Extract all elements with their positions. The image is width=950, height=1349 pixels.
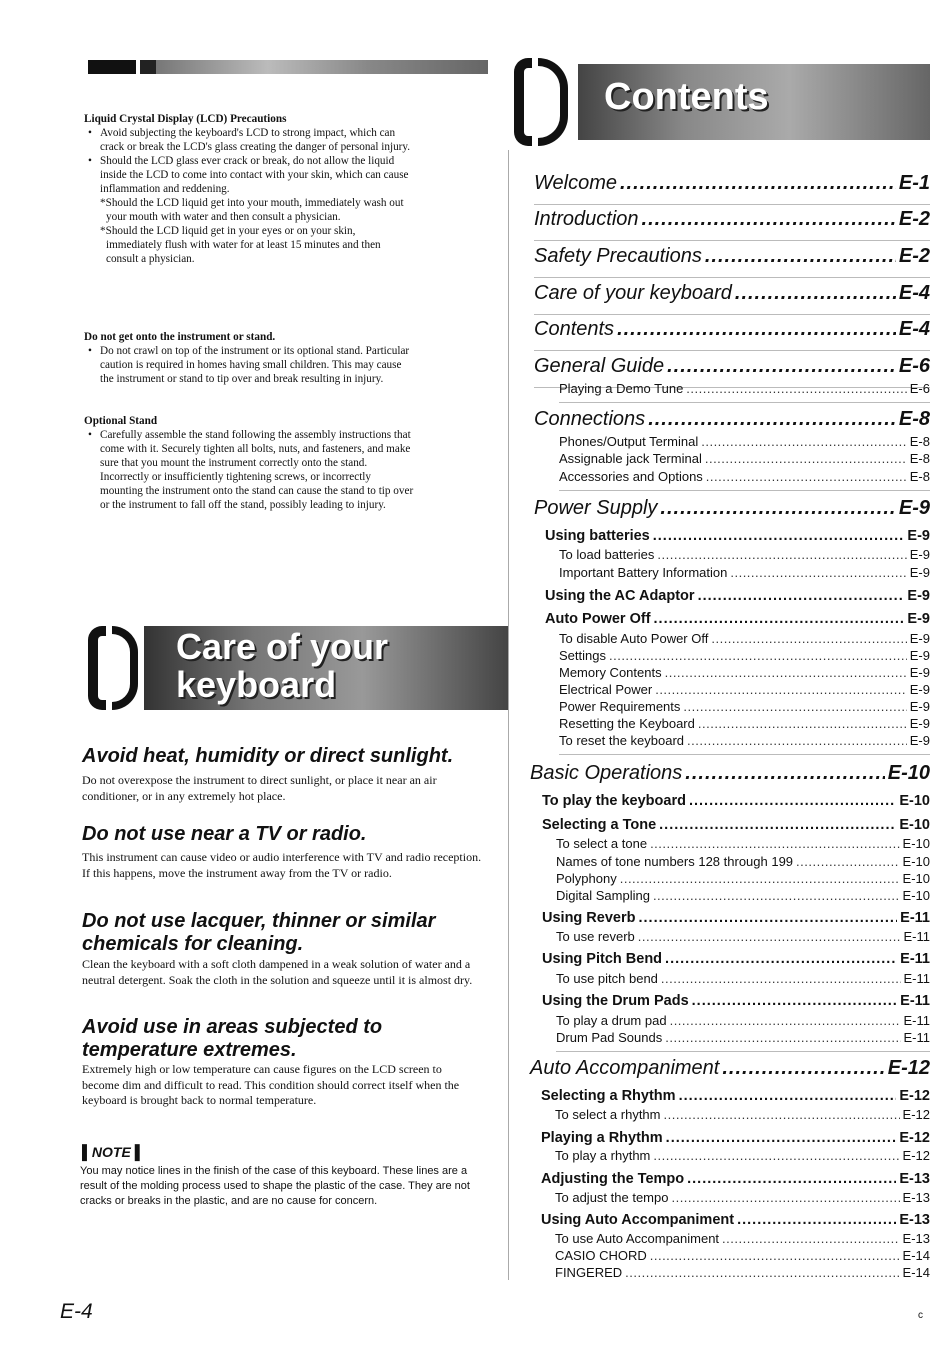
toc-entry-label: Using the Drum Pads [542, 993, 689, 1009]
toc-entry-label: Electrical Power [559, 682, 653, 697]
toc-entry-label: Names of tone numbers 128 through 199 [556, 854, 794, 869]
toc-entry[interactable] [541, 1212, 930, 1228]
toc-entry-label: To play a drum pad [556, 1013, 667, 1028]
toc-entry-page: E-9 [907, 528, 930, 544]
toc-leader [666, 1130, 897, 1146]
toc-entry-page: E-1 [898, 172, 930, 194]
toc-entry[interactable] [556, 836, 930, 851]
optional-heading: Optional Stand [84, 415, 158, 427]
toc-entry-label: To use pitch bend [556, 971, 658, 986]
toc-entry-page: E-10 [902, 871, 930, 886]
toc-entry[interactable] [559, 716, 930, 731]
toc-entry-label: To select a tone [556, 836, 648, 851]
toc-entry[interactable] [559, 469, 930, 484]
toc-entry-page: E-9 [898, 497, 930, 519]
toc-entry[interactable] [556, 1013, 930, 1028]
lcd-sub-2: *Should the LCD liquid get in your eyes or on your skin, immediately flush with water for at least 15 minutes and then consult a physician. [100, 225, 381, 265]
toc-leader [660, 497, 895, 520]
optional-stand [84, 414, 414, 512]
lcd-bullet-1: • Avoid subjecting the keyboard's LCD to strong impact, which can crack or break the LCD's glass creating the danger of personal injury. [84, 126, 414, 154]
section-text-heat: Do not overexpose the instrument to direct sunlight, or place it near an air conditioner, or in any extremely hot place. [82, 773, 437, 803]
toc-entry-label: Polyphony [556, 871, 617, 886]
toc-entry-page: E-13 [899, 1171, 930, 1187]
toc-entry[interactable] [559, 547, 930, 562]
toc-entry-label: Settings [559, 648, 606, 663]
toc-entry-label: Adjusting the Tempo [541, 1171, 685, 1187]
toc-entry-label: To play the keyboard [542, 793, 686, 809]
section-title-tv: Do not use near a TV or radio. [82, 823, 367, 845]
toc-entry-label: Phones/Output Terminal [559, 434, 699, 449]
toc-divider [534, 314, 930, 315]
toc-entry-label: To load batteries [559, 547, 655, 562]
toc-leader [796, 854, 899, 869]
toc-leader [698, 716, 907, 731]
section-title-temperature: Avoid use in areas subjected to temperature extremes. [82, 1016, 383, 1061]
toc-leader [638, 910, 897, 926]
toc-entry[interactable] [555, 1148, 930, 1163]
toc-entry-page: E-10 [899, 793, 930, 809]
toc-leader [653, 888, 900, 903]
toc-entry-page: E-14 [902, 1248, 930, 1263]
toc-leader [620, 871, 900, 886]
toc-entry-label: CASIO CHORD [555, 1248, 647, 1263]
toc-leader [686, 381, 906, 396]
toc-entry[interactable] [542, 951, 930, 967]
toc-divider [534, 240, 930, 241]
toc-entry-label: Important Battery Information [559, 565, 728, 580]
toc-entry[interactable] [534, 208, 930, 231]
toc-entry-page: E-8 [909, 434, 930, 449]
toc-entry[interactable] [541, 1130, 930, 1146]
toc-entry-page: E-9 [909, 716, 930, 731]
toc-leader [653, 528, 905, 544]
toc-entry-page: E-10 [902, 836, 930, 851]
toc-entry-label: Selecting a Rhythm [541, 1088, 676, 1104]
toc-entry-label: Safety Precautions [534, 245, 702, 267]
toc-entry-label: Power Requirements [559, 699, 681, 714]
toc-entry-page: E-9 [909, 682, 930, 697]
toc-leader [617, 318, 896, 341]
toc-divider [534, 350, 930, 351]
bracket-left-icon [88, 626, 106, 710]
toc-entry[interactable] [541, 1088, 930, 1104]
bracket-right-icon [538, 58, 568, 146]
decorative-header-bar [88, 60, 488, 74]
toc-entry-page: E-9 [909, 665, 930, 680]
contents-title: Contents [604, 76, 769, 118]
toc-entry-label: Introduction [534, 208, 639, 230]
toc-entry-label: To adjust the tempo [555, 1190, 669, 1205]
toc-entry[interactable] [542, 993, 930, 1009]
note-heading: ▌NOTE ▌ [82, 1144, 145, 1160]
toc-leader [653, 1148, 899, 1163]
toc-entry-label: Playing a Demo Tune [559, 381, 684, 396]
toc-entry-label: Auto Accompaniment [530, 1057, 720, 1079]
toc-entry-label: Contents [534, 318, 615, 340]
toc-entry[interactable] [559, 699, 930, 714]
toc-leader [665, 665, 907, 680]
toc-entry-label: Digital Sampling [556, 888, 650, 903]
toc-entry-page: E-12 [902, 1148, 930, 1163]
toc-entry[interactable] [559, 648, 930, 663]
toc-entry-label: General Guide [534, 355, 665, 377]
toc-entry[interactable] [559, 451, 930, 466]
toc-entry-page: E-11 [903, 929, 930, 944]
toc-entry[interactable] [530, 1057, 930, 1080]
toc-entry[interactable] [534, 282, 930, 305]
toc-entry-label: To select a rhythm [555, 1107, 661, 1122]
stand-heading: Do not get onto the instrument or stand. [84, 331, 276, 343]
toc-entry[interactable] [545, 588, 930, 604]
toc-entry-label: Connections [534, 408, 646, 430]
section-text-chemicals: Clean the keyboard with a soft cloth dampened in a weak solution of water and a neutral detergent. Soak the cloth in the solution and squeeze until it is almost dry. [82, 957, 473, 987]
toc-entry-page: E-9 [909, 733, 930, 748]
section-text-tv: This instrument can cause video or audio interference with TV and radio reception. If this happens, move the instrument away from the TV or radio. [82, 850, 482, 880]
toc-leader [685, 762, 884, 785]
toc-entry-page: E-9 [909, 631, 930, 646]
toc-leader [657, 547, 906, 562]
toc-leader [705, 451, 907, 466]
toc-entry[interactable] [542, 817, 930, 833]
toc-leader [665, 951, 897, 967]
toc-leader [665, 1030, 900, 1045]
toc-divider [534, 277, 930, 278]
toc-entry-label: Welcome [534, 172, 617, 194]
toc-entry-label: Using Reverb [542, 910, 636, 926]
toc-entry[interactable] [556, 871, 930, 886]
toc-entry-label: Accessories and Options [559, 469, 703, 484]
stand-bullet-1: • Do not crawl on top of the instrument or its optional stand. Particular caution is required in homes having small children. This may cause the instrument or stand to tip over and break resulting in injury. [84, 344, 414, 386]
contents-banner [514, 58, 930, 148]
toc-leader [642, 208, 896, 231]
corner-mark: c [918, 1310, 923, 1321]
toc-leader [667, 355, 896, 378]
toc-entry[interactable] [555, 1248, 930, 1263]
stand-warning [84, 330, 414, 386]
toc-entry[interactable] [556, 888, 930, 903]
toc-entry[interactable] [556, 1030, 930, 1045]
toc-entry[interactable] [534, 355, 930, 378]
toc-leader [706, 469, 907, 484]
toc-entry-page: E-6 [898, 355, 930, 377]
toc-entry[interactable] [530, 762, 930, 785]
toc-entry-page: E-10 [899, 817, 930, 833]
toc-entry[interactable] [556, 929, 930, 944]
toc-entry-page: E-8 [909, 469, 930, 484]
toc-divider [559, 402, 930, 403]
toc-leader [689, 793, 896, 809]
toc-entry-page: E-12 [887, 1057, 930, 1079]
toc-entry-label: FINGERED [555, 1265, 623, 1280]
section-text-temperature: Extremely high or low temperature can cause figures on the LCD screen to become dim and difficult to read. This condition should correct itself when the keyboard is brought back to normal temperature. [82, 1062, 460, 1107]
toc-leader [679, 1088, 897, 1104]
toc-entry-page: E-11 [900, 910, 930, 926]
toc-entry[interactable] [545, 528, 930, 544]
toc-entry-page: E-9 [909, 547, 930, 562]
toc-entry-label: Using Pitch Bend [542, 951, 663, 967]
bracket-left-icon [514, 58, 532, 146]
toc-leader [687, 1171, 896, 1187]
toc-entry-label: Memory Contents [559, 665, 662, 680]
toc-entry[interactable] [559, 665, 930, 680]
lcd-sub-1: *Should the LCD liquid get into your mouth, immediately wash out your mouth with water and then consult a physician. [100, 197, 404, 223]
toc-entry-page: E-9 [907, 588, 930, 604]
column-divider [508, 150, 509, 1280]
toc-entry-label: Care of your keyboard [534, 282, 732, 304]
lcd-heading: Liquid Crystal Display (LCD) Precautions [84, 113, 287, 125]
toc-leader [638, 929, 901, 944]
toc-entry-label: Using Auto Accompaniment [541, 1212, 735, 1228]
toc-entry[interactable] [559, 565, 930, 580]
toc-divider [559, 490, 930, 491]
toc-divider [534, 204, 930, 205]
toc-entry-label: Drum Pad Sounds [556, 1030, 663, 1045]
toc-entry-label: Basic Operations [530, 762, 683, 784]
toc-leader [692, 993, 898, 1009]
toc-leader [664, 1107, 900, 1122]
lcd-precautions [84, 112, 414, 266]
note-text: You may notice lines in the finish of the case of this keyboard. These lines are a result of the molding process used to shape the plastic of the case. They are not cracks or breaks in the plastic, and are no cause for concern. [80, 1165, 470, 1207]
toc-entry-page: E-10 [887, 762, 930, 784]
toc-entry[interactable] [555, 1231, 930, 1246]
section-title-heat: Avoid heat, humidity or direct sunlight. [82, 745, 454, 767]
toc-entry-page: E-6 [909, 381, 930, 396]
toc-entry-page: E-4 [898, 318, 930, 340]
toc-leader [711, 631, 906, 646]
toc-entry-page: E-8 [909, 451, 930, 466]
toc-entry[interactable] [541, 1171, 930, 1187]
toc-entry-page: E-12 [902, 1107, 930, 1122]
toc-entry-label: Auto Power Off [545, 611, 651, 627]
toc-leader [722, 1231, 899, 1246]
toc-entry[interactable] [556, 971, 930, 986]
toc-entry-label: Power Supply [534, 497, 658, 519]
section-title-chemicals: Do not use lacquer, thinner or similar chemicals for cleaning. [82, 910, 436, 955]
toc-entry[interactable] [559, 733, 930, 748]
toc-entry-label: To reset the keyboard [559, 733, 685, 748]
toc-entry-label: Playing a Rhythm [541, 1130, 663, 1146]
toc-entry-page: E-9 [909, 699, 930, 714]
toc-leader [654, 611, 905, 627]
toc-leader [687, 733, 907, 748]
toc-entry[interactable] [559, 381, 930, 396]
toc-entry-page: E-2 [898, 208, 930, 230]
toc-entry[interactable] [534, 318, 930, 341]
toc-entry[interactable] [555, 1265, 930, 1280]
toc-entry-label: To play a rhythm [555, 1148, 651, 1163]
toc-leader [683, 699, 906, 714]
toc-entry-page: E-11 [903, 1013, 930, 1028]
toc-entry[interactable] [534, 245, 930, 268]
toc-entry-page: E-4 [898, 282, 930, 304]
care-banner [88, 626, 508, 710]
toc-leader [648, 408, 896, 431]
toc-entry[interactable] [542, 910, 930, 926]
toc-entry[interactable] [542, 793, 930, 809]
toc-divider [556, 1051, 930, 1052]
toc-leader [661, 971, 901, 986]
toc-entry-page: E-13 [902, 1190, 930, 1205]
toc-entry-page: E-12 [899, 1088, 930, 1104]
toc-entry-page: E-13 [902, 1231, 930, 1246]
care-title: Care of your keyboard [176, 626, 389, 705]
toc-leader [698, 588, 905, 604]
toc-entry[interactable] [545, 611, 930, 627]
bracket-right-icon [112, 626, 138, 710]
toc-leader [670, 1013, 901, 1028]
toc-leader [735, 282, 896, 305]
toc-leader [659, 817, 896, 833]
toc-leader [737, 1212, 896, 1228]
toc-entry[interactable] [559, 682, 930, 697]
toc-leader [620, 172, 896, 195]
toc-entry-page: E-10 [902, 888, 930, 903]
toc-entry[interactable] [556, 854, 930, 869]
toc-entry-page: E-13 [899, 1212, 930, 1228]
toc-leader [671, 1190, 899, 1205]
toc-entry[interactable] [555, 1190, 930, 1205]
optional-bullet-1: • Carefully assemble the stand following the assembly instructions that come with it. Securely tighten all bolts, nuts, and fasteners, and make sure that you mount the instrument correctly onto the stand. Incorrectly or insufficiently tightening screws, or incorrectly mounting the instrument onto the stand can cause the stand to tip over or the instrument to fall off the stand, possibly leading to injury. [84, 428, 414, 512]
toc-leader [655, 682, 907, 697]
page-number: E-4 [60, 1300, 93, 1323]
toc-entry[interactable] [555, 1107, 930, 1122]
toc-entry[interactable] [559, 434, 930, 449]
toc-leader [650, 1248, 900, 1263]
toc-entry-page: E-2 [898, 245, 930, 267]
toc-entry-label: Resetting the Keyboard [559, 716, 695, 731]
toc-entry[interactable] [534, 497, 930, 520]
toc-entry-label: To use reverb [556, 929, 635, 944]
toc-entry-page: E-12 [899, 1130, 930, 1146]
lcd-bullet-2: • Should the LCD glass ever crack or break, do not allow the liquid inside the LCD to come into contact with your skin, which can cause inflammation and reddening. [84, 154, 414, 196]
toc-entry-page: E-11 [903, 971, 930, 986]
toc-entry-page: E-11 [903, 1030, 930, 1045]
toc-entry-page: E-9 [909, 648, 930, 663]
toc-leader [701, 434, 907, 449]
toc-entry-label: Assignable jack Terminal [559, 451, 702, 466]
toc-leader [609, 648, 907, 663]
toc-entry[interactable] [534, 408, 930, 431]
toc-entry-page: E-9 [907, 611, 930, 627]
toc-leader [705, 245, 896, 268]
toc-leader [722, 1057, 884, 1080]
toc-divider [559, 754, 930, 755]
toc-entry-page: E-9 [909, 565, 930, 580]
toc-entry-page: E-11 [900, 993, 930, 1009]
toc-entry-page: E-11 [900, 951, 930, 967]
toc-leader [650, 836, 899, 851]
toc-entry-label: To use Auto Accompaniment [555, 1231, 720, 1246]
toc-leader [730, 565, 906, 580]
toc-entry-label: Using batteries [545, 528, 650, 544]
toc-entry[interactable] [559, 631, 930, 646]
toc-entry-label: To disable Auto Power Off [559, 631, 709, 646]
toc-entry-label: Selecting a Tone [542, 817, 657, 833]
toc-entry[interactable] [534, 172, 930, 195]
toc-entry-label: Using the AC Adaptor [545, 588, 695, 604]
toc-entry-page: E-14 [902, 1265, 930, 1280]
toc-leader [625, 1265, 899, 1280]
toc-entry-page: E-10 [902, 854, 930, 869]
toc-entry-page: E-8 [898, 408, 930, 430]
